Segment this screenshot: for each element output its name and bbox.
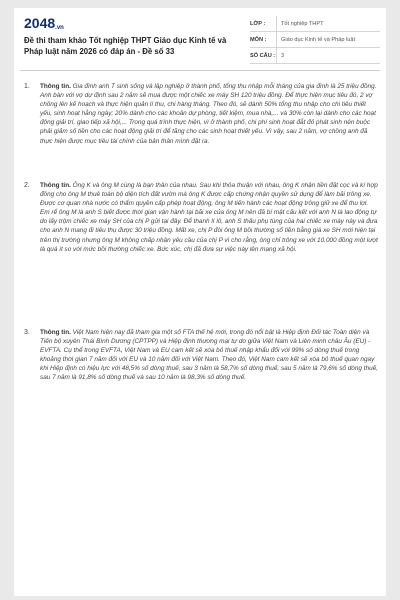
question-body: [40, 82, 378, 146]
question-text: Gia đình anh T sinh sống và lập nghiệp ở thành phố, tổng thu nhập mỗi tháng của gia đình là 25 triệu đồng. Anh bàn với vợ dự định sau 2 năm sẽ mua được một chiếc xe máy SH 120 triệu đồng. Để thực hiện mục tiêu đó, 2 vợ chồng lên kế hoạch và thực hiện quản lí thu, chi hàng tháng. Theo đó, sẽ dành 50% tổng thu nhập cho chi tiêu thiết yếu, sinh hoạt hằng ngày; 20% dành cho các khoản dự phòng, tiết kiệm, mua nhà,... và 30% còn lại dành cho các hoạt động giải trí, giao tiếp xã hội,... Trong quá trình thực hiện, vì ở thành phố, chi phí sinh hoạt đắt đỏ phát sinh nên buộc phải giảm số tiền cho các hoạt động giải trí để tăng cho các sinh hoạt thiết yếu. Vì vậy, sau 2 năm, vợ chồng anh đã thực hiện được mục tiêu tài chính của bản thân mình đặt ra.: [40, 83, 377, 145]
meta-row-subject: [250, 32, 380, 48]
document-page: [14, 8, 386, 596]
question-3: [24, 328, 378, 383]
meta-value: 3: [276, 48, 380, 63]
exam-meta-table: [250, 16, 380, 64]
meta-value: Giáo dục Kinh tế và Pháp luật: [276, 32, 380, 47]
site-logo[interactable]: [24, 15, 64, 31]
meta-key: LỚP :: [250, 20, 266, 27]
question-body: [40, 181, 378, 254]
question-number: 2.: [24, 182, 30, 189]
logo-text: 2048: [24, 15, 56, 31]
meta-key: MÔN :: [250, 36, 267, 43]
page-title: Đề thi tham khảo Tốt nghiệp THPT Giáo dục Kinh tế và Pháp luật năm 2026 có đáp án - Đề số 33: [24, 36, 227, 56]
question-1: [24, 82, 378, 146]
meta-row-grade: [250, 16, 380, 32]
question-label: Thông tin.: [40, 83, 71, 90]
question-body: [40, 328, 378, 383]
question-number: 3.: [24, 329, 30, 336]
meta-row-question-count: [250, 48, 380, 64]
meta-key: SỐ CÂU :: [250, 52, 276, 59]
question-text: Việt Nam hiện nay đã tham gia một số FTA thế hệ mới, trong đó nổi bật là Hiệp định Đối tác Toàn diện và Tiến bộ xuyên Thái Bình Dương (CPTPP) và Hiệp định thương mại tự do giữa Việt Nam và Liên minh châu Âu (EU) - EVFTA. Cụ thể trong EVFTA, Việt Nam và EU cam kết sẽ xóa bỏ thuế nhập khẩu đối với 99% số dòng thuế trong khoảng thời gian 7 năm đối với EU và 10 năm đối với Việt Nam. Theo đó, Việt Nam cam kết sẽ xóa bỏ thuế quan ngay khi Hiệp định có hiệu lực với 48,5% số dòng thuế, sau 3 năm là 58,7% số dòng thuế, sau 5 năm là 79,6% số dòng thuế, sau 7 năm là 91,8% số dòng thuế và sau 10 năm là 98,3% số dòng thuế.: [40, 329, 378, 382]
meta-value: Tốt nghiệp THPT: [276, 16, 380, 31]
question-label: Thông tin.: [40, 182, 71, 189]
question-text: Ông K và ông M cùng là bạn thân của nhau. Sau khi thỏa thuận với nhau, ông K nhận tiền đặt cọc và kí hợp đồng cho ông M thuê toàn bộ diện tích đất vườn mà ông K được cấp chứng nhận quyền sử dụng để làm bãi trông xe. Được cơ quan nhà nước có thẩm quyền cấp phép hoạt động, ông M tiến hành các hoạt động trông giữ xe để thu lợi. Em rể ông M là anh S biết được thời gian vận hành tại bãi xe của ông M nên đã bí mật cấu kết với anh N là lao động tự do lấy trộm chiếc xe máy SH của chị P gửi tại đây. Để thanh lí lô, anh S thấu phụ tùng của hai chiếc xe máy này và đưa cho anh N mang đi tiêu thụ được 30 triệu đồng. Mất xe, chị P đòi ông M bồi thường số tiền bằng giá xe SH mới hiện tại trên thị trường nhưng ông M không chấp nhận yêu cầu của chị P vì cho rằng, ông chỉ trông xe với 10.000 đồng một lượt là quá ít so với mức bồi thường chiếc xe. Bức xúc, chị đã đưa sự việc này lên mạng xã hội.: [40, 182, 378, 253]
header-divider: [20, 70, 380, 71]
question-label: Thông tin.: [40, 329, 71, 336]
logo-suffix: .vn: [55, 25, 64, 31]
question-number: 1.: [24, 83, 30, 90]
question-2: [24, 181, 378, 254]
